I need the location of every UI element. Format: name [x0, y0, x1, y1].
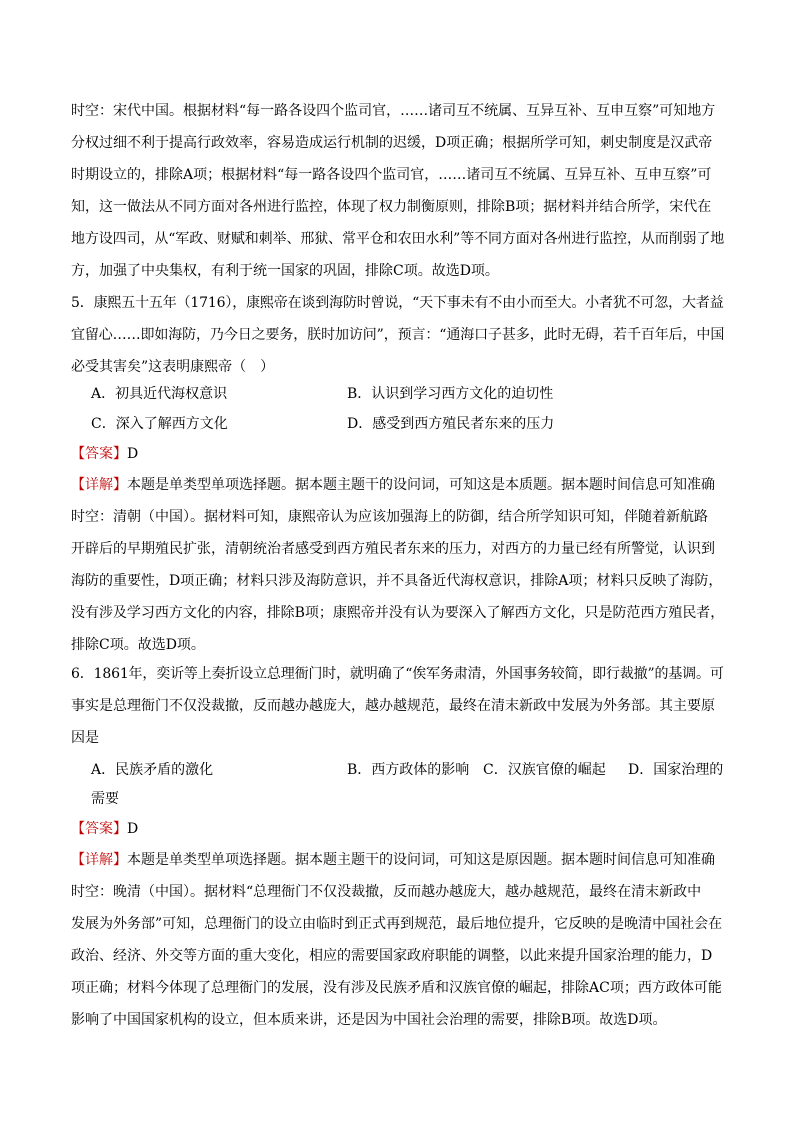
q5-detail-line: 没有涉及学习西方文化的内容，排除B项；康熙帝并没有认为要深入了解西方文化，只是防范西方殖民者，	[71, 605, 725, 621]
q6-option-d-wrap: 需要	[91, 791, 119, 807]
detail-text: 本题是单类型单项选择题。据本题主题干的设问词，可知这是原因题。据本题时间信息可知准确	[127, 852, 715, 868]
q5-option-d: D．感受到西方殖民者东来的压力	[347, 416, 555, 432]
q4-expl-line: 分权过细不利于提高行政效率，容易造成运行机制的迟缓，D项正确；根据所学可知，刺史制度是汉武帝	[71, 135, 713, 151]
q4-expl-line: 时空：宋代中国。根据材料“每一路各设四个监司官，……诸司互不统属、互异互补、互申互察”可知地方	[71, 103, 716, 119]
answer-value: D	[127, 446, 139, 462]
q6-stem-line: 事实是总理衙门不仅没裁撤，反而越办越庞大，越办越规范，最终在清末新政中发展为外务部。其主要原	[71, 698, 715, 714]
detail-text: 本题是单类型单项选择题。据本题主题干的设问词，可知这是本质题。据本题时间信息可知准确	[127, 477, 715, 493]
q4-expl-line: 知，这一做法从不同方面对各州进行监控，体现了权力制衡原则，排除B项；据材料并结合所学，宋代在	[71, 199, 712, 215]
q4-expl-line: 时期设立的，排除A项；根据材料“每一路各设四个监司官，……诸司互不统属、互异互补、互申互察”可	[71, 167, 712, 183]
answer-value: D	[127, 821, 139, 837]
q5-detail-first	[71, 475, 715, 495]
q6-detail-line: 项正确；材料今体现了总理衙门的发展，没有涉及民族矛盾和汉族官僚的崛起，排除AC项；西方政体可能	[71, 980, 722, 996]
q5-answer	[71, 444, 138, 464]
q5-stem-line: 5．康熙五十五年（1716），康熙帝在谈到海防时曾说，“天下事未有不由小而至大。小者犹不可忽，大者益	[71, 295, 724, 311]
q6-option-d: D．国家治理的	[628, 762, 724, 778]
q5-option-c: C．深入了解西方文化	[91, 416, 228, 432]
q5-option-b: B．认识到学习西方文化的迫切性	[347, 386, 554, 402]
q5-detail-line: 海防的重要性，D项正确；材料只涉及海防意识，并不具备近代海权意识，排除A项；材料只反映了海防，	[71, 573, 723, 589]
q4-expl-line: 地方设四司，从“军政、财赋和刺举、邢狱、常平仓和农田水利”等不同方面对各州进行监控，从而削弱了地	[71, 231, 725, 247]
q6-option-a: A．民族矛盾的激化	[91, 762, 214, 778]
q5-stem-line: 必受其害矣”这表明康熙帝（ ）	[71, 359, 275, 375]
q5-stem-line: 宜留心……即如海防，乃今日之要务，朕时加访问”，预言：“通海口子甚多，此时无碍，若千百年后，中国	[71, 327, 725, 343]
q6-stem-line: 因是	[71, 730, 99, 746]
answer-tag: 【答案】	[71, 821, 127, 837]
q6-detail-first	[71, 850, 715, 870]
q6-option-b: B．西方政体的影响	[347, 762, 470, 778]
q6-detail-line: 时空：晚清（中国）。据材料“总理衙门不仅没裁撤，反而越办越庞大，越办越规范，最终在清末新政中	[71, 884, 702, 900]
q5-detail-line: 时空：清朝（中国）。据材料可知，康熙帝认为应该加强海上的防御，结合所学知识可知，伴随着新航路	[71, 509, 708, 525]
detail-tag: 【详解】	[71, 477, 127, 493]
q6-option-c: C．汉族官僚的崛起	[483, 762, 606, 778]
q4-expl-line: 方，加强了中央集权，有利于统一国家的巩固，排除C项。故选D项。	[71, 263, 499, 279]
q6-detail-line: 发展为外务部”可知，总理衙门的设立由临时到正式再到规范，最后地位提升，它反映的是晚清中国社会在	[71, 916, 723, 932]
q5-detail-line: 开辟后的早期殖民扩张，清朝统治者感受到西方殖民者东来的压力，对西方的力量已经有所警觉，认识到	[71, 541, 715, 557]
q6-stem-line: 6．1861年，奕䜣等上奏折设立总理衙门时，就明确了“俟军务肃清，外国事务较简，即行裁撤”的基调。可	[71, 666, 724, 682]
q6-answer	[71, 819, 138, 839]
q6-detail-line: 影响了中国国家机构的设立，但本质来讲，还是因为中国社会治理的需要，排除B项。故选D项。	[71, 1012, 667, 1028]
answer-tag: 【答案】	[71, 446, 127, 462]
q5-option-a: A．初具近代海权意识	[91, 386, 228, 402]
q6-detail-line: 政治、经济、外交等方面的重大变化，相应的需要国家政府职能的调整，以此来提升国家治理的能力，D	[71, 948, 713, 964]
detail-tag: 【详解】	[71, 852, 127, 868]
q5-detail-line: 排除C项。故选D项。	[71, 637, 205, 653]
